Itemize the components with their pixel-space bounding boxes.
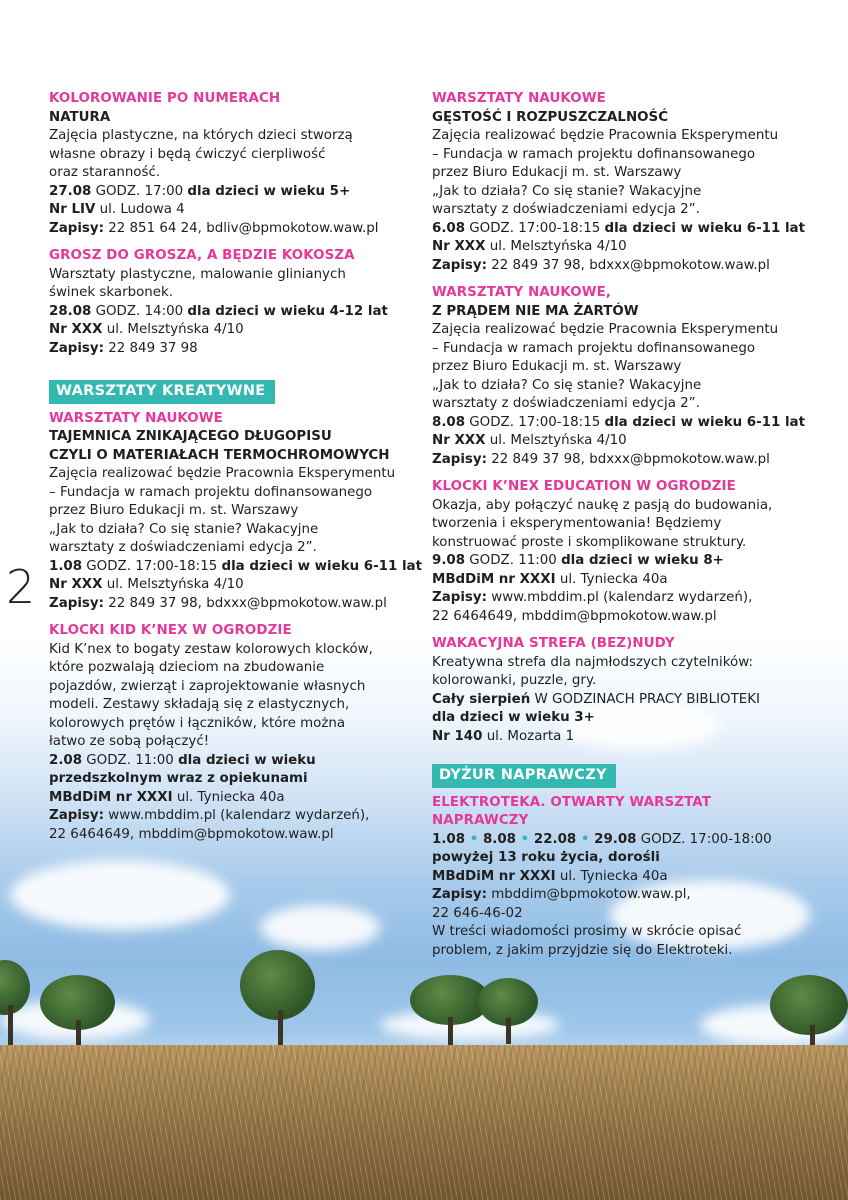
event-description-line: „Jak to działa? Co się stanie? Wakacyjne [49,521,319,537]
section-header: DYŻUR NAPRAWCZY [432,764,616,788]
event-description-line: pojazdów, zwierząt i zaprojektowanie własnych [49,678,366,694]
event-location [49,789,429,808]
signup-contact[interactable]: 22 851 64 24, bdliv@bpmokotow.waw.pl [103,220,379,236]
signup-contact-continued[interactable]: 22 646-46-02 [432,905,523,921]
event-strefa-nudy [432,635,812,746]
event-description-line: Zajęcia realizować będzie Pracownia Eksperymentu [49,466,396,481]
event-kid-knex [49,622,429,844]
event-location [432,238,812,257]
event-date-line [432,831,812,850]
section-header-wrap [49,376,429,410]
event-signup [432,589,812,608]
event-age: dla dzieci w wieku 6-11 lat [604,414,805,430]
event-signup [49,595,429,614]
event-knex-education [432,478,812,626]
event-age-continued: przedszkolnym wraz z opiekunami [49,771,308,786]
event-time: GODZ. 17:00 [91,183,188,199]
event-location [432,571,812,590]
event-title: NATURA [49,109,111,125]
branch-address: ul. Tyniecka 40a [172,789,285,805]
event-description-line: Kid K’nex to bogaty zestaw kolorowych klocków, [49,641,373,657]
event-date-line [49,752,429,771]
signup-label: Zapisy: [49,808,104,823]
event-age: powyżej 13 roku życia, dorośli [432,850,660,865]
signup-contact[interactable]: mbddim@bpmokotow.waw.pl, [486,887,691,902]
signup-contact[interactable]: www.mbddim.pl (kalendarz wydarzeń), [103,808,370,823]
event-date: 29.08 [594,831,637,847]
signup-contact[interactable]: 22 849 37 98 [103,340,198,356]
branch-address: ul. Tyniecka 40a [555,868,668,884]
event-date: 8.08 [432,414,466,430]
event-date: 6.08 [432,220,466,236]
event-time: GODZ. 17:00-18:15 [465,220,605,236]
branch-name: Nr 140 [432,728,483,744]
branch-name: MBdDiM nr XXXI [432,868,556,884]
event-location [49,321,429,340]
event-description-line: oraz staranność. [49,165,161,180]
branch-name: MBdDiM nr XXXI [49,789,173,805]
event-date-line [432,691,812,710]
event-time: GODZ. 17:00-18:00 [636,831,772,847]
event-description-line: W treści wiadomości prosimy w skrócie opisać [432,924,742,939]
date-separator: • [576,831,595,847]
signup-label: Zapisy: [49,340,104,356]
section-header-wrap [432,760,812,794]
event-description-line: które pozwalają dzieciom na zbudowanie [49,660,325,675]
event-description-line: własne obrazy i będą ćwiczyć cierpliwość [49,146,326,162]
event-signup [49,340,429,359]
event-description-line: Okazja, aby połączyć naukę z pasją do budowania, [432,497,773,513]
event-description-line: Zajęcia plastyczne, na których dzieci stworzą [49,128,353,143]
signup-label: Zapisy: [432,257,487,273]
event-description-line: – Fundacja w ramach projektu dofinansowanego [432,146,756,162]
event-time: GODZ. 11:00 [82,752,179,768]
branch-address: ul. Melsztyńska 4/10 [102,577,244,592]
event-age: dla dzieci w wieku 5+ [187,183,351,199]
event-category: WARSZTATY NAUKOWE [432,91,606,106]
event-title: CZYLI O MATERIAŁACH TERMOCHROMOWYCH [49,447,390,463]
event-signup [49,220,429,239]
event-title: Z PRĄDEM NIE MA ŻARTÓW [432,303,639,319]
event-description-line: „Jak to działa? Co się stanie? Wakacyjne [432,377,702,393]
event-date: 1.08 [49,558,83,574]
branch-address: ul. Melsztyńska 4/10 [102,322,244,337]
event-date: Cały sierpień [432,691,531,707]
event-signup [49,807,429,826]
page-number: 2 [6,560,36,614]
signup-label: Zapisy: [432,451,487,467]
event-age: dla dzieci w wieku 4-12 lat [187,303,388,319]
event-date: 8.08 [482,831,516,847]
event-age: dla dzieci w wieku 6-11 lat [221,558,422,574]
event-description-line: przez Biuro Edukacji m. st. Warszawy [432,165,682,180]
signup-contact-continued[interactable]: 22 6464649, mbddim@bpmokotow.waw.pl [49,826,334,842]
event-category: WARSZTATY NAUKOWE, [432,285,612,300]
event-description-line: Zajęcia realizować będzie Pracownia Eksperymentu [432,128,779,143]
event-category: GROSZ DO GROSZA, A BĘDZIE KOKOSZA [49,248,355,263]
event-description-line: przez Biuro Edukacji m. st. Warszawy [432,359,682,374]
event-description-line: – Fundacja w ramach projektu dofinansowanego [432,340,756,356]
event-location [49,576,429,595]
signup-contact[interactable]: 22 849 37 98, bdxxx@bpmokotow.waw.pl [103,595,387,611]
event-time: GODZ. 11:00 [465,553,562,568]
event-description-line: modeli. Zestawy składają się z elastycznych, [49,697,350,712]
event-location [432,728,812,747]
event-description-line: przez Biuro Edukacji m. st. Warszawy [49,503,299,518]
event-date: 27.08 [49,183,92,199]
right-column [432,90,812,960]
event-date-line [49,558,429,577]
branch-name: Nr XXX [49,577,103,592]
event-time: GODZ. 14:00 [91,303,188,319]
event-category: KLOCKI K’NEX EDUCATION W OGRODZIE [432,479,736,494]
event-description-line: Warsztaty plastyczne, malowanie glinianych [49,266,346,282]
event-age: dla dzieci w wieku 8+ [561,553,724,568]
event-date-line [432,220,812,239]
section-header: WARSZTATY KREATYWNE [49,380,275,404]
event-category: WARSZTATY NAUKOWE [49,410,223,426]
branch-name: Nr XXX [49,322,103,337]
event-date: 9.08 [432,553,466,568]
event-category: ELEKTROTEKA. OTWARTY WARSZTAT NAPRAWCZY [432,794,711,828]
event-description-line: kolorowych prętów i łączników, które można [49,715,346,731]
event-date-line [49,303,429,322]
left-column [49,90,429,844]
signup-label: Zapisy: [49,220,104,236]
branch-address: ul. Melsztyńska 4/10 [485,433,627,448]
branch-name: MBdDiM nr XXXI [432,571,556,587]
event-description-line: świnek skarbonek. [49,285,174,300]
event-time: W GODZINACH PRACY BIBLIOTEKI [530,691,760,707]
event-date: 2.08 [49,752,83,768]
event-date: 28.08 [49,303,92,319]
event-description-line: warsztaty z doświadczeniami edycja 2”. [49,540,317,555]
event-description-line: warsztaty z doświadczeniami edycja 2”. [432,202,700,217]
signup-contact[interactable]: 22 849 37 98, bdxxx@bpmokotow.waw.pl [486,257,770,273]
event-category: KOLOROWANIE PO NUMERACH [49,91,281,106]
event-location [432,432,812,451]
date-separator: • [515,831,534,847]
event-signup [432,451,812,470]
event-kolorowanie [49,90,429,238]
branch-address: ul. Melsztyńska 4/10 [485,239,627,254]
signup-contact[interactable]: www.mbddim.pl (kalendarz wydarzeń), [486,590,753,605]
branch-address: ul. Mozarta 1 [482,728,575,744]
branch-address: ul. Ludowa 4 [95,202,185,217]
event-age: dla dzieci w wieku 6-11 lat [604,220,805,236]
event-description-line: tworzenia i eksperymentowania! Będziemy [432,516,722,531]
event-description-line: „Jak to działa? Co się stanie? Wakacyjne [432,183,702,199]
event-signup [432,257,812,276]
event-location [432,868,812,887]
event-title: GĘSTOŚĆ I ROZPUSZCZALNOŚĆ [432,109,669,125]
event-time: GODZ. 17:00-18:15 [465,414,605,430]
event-description-line: łatwo ze sobą połączyć! [49,734,210,749]
date-separator: • [465,831,483,847]
event-elektroteka [432,794,812,961]
event-description-line: kolorowanki, puzzle, gry. [432,673,597,688]
branch-address: ul. Tyniecka 40a [555,571,668,587]
event-date-line [432,414,812,433]
event-description-line: warsztaty z doświadczeniami edycja 2”. [432,396,700,411]
event-time: GODZ. 17:00-18:15 [82,558,222,574]
event-description-line: problem, z jakim przyjdzie się do Elektroteki. [432,942,733,958]
event-date-line [49,183,429,202]
signup-label: Zapisy: [432,590,487,605]
event-date-line [432,552,812,571]
event-tajemnica [49,410,429,614]
event-age: dla dzieci w wieku 3+ [432,710,595,725]
event-date: 22.08 [533,831,577,847]
event-description-line: – Fundacja w ramach projektu dofinansowanego [49,484,373,500]
signup-contact[interactable]: 22 849 37 98, bdxxx@bpmokotow.waw.pl [486,451,770,467]
event-date: 1.08 [432,831,466,847]
event-category: KLOCKI KID K’NEX W OGRODZIE [49,623,292,638]
branch-name: Nr XXX [432,239,486,254]
event-z-pradem [432,284,812,469]
branch-name: Nr LIV [49,202,96,217]
signup-label: Zapisy: [49,595,104,611]
signup-label: Zapisy: [432,887,487,902]
event-gestosc [432,90,812,275]
event-signup [432,886,812,905]
event-age: dla dzieci w wieku [178,752,316,768]
event-title: TAJEMNICA ZNIKAJĄCEGO DŁUGOPISU [49,429,332,444]
event-description-line: Kreatywna strefa dla najmłodszych czytelników: [432,654,753,670]
event-grosz [49,247,429,358]
branch-name: Nr XXX [432,433,486,448]
event-description-line: konstruować proste i skomplikowane struktury. [432,534,747,550]
event-location [49,201,429,220]
signup-contact-continued[interactable]: 22 6464649, mbddim@bpmokotow.waw.pl [432,608,717,624]
event-category: WAKACYJNA STREFA (BEZ)NUDY [432,636,675,651]
event-description-line: Zajęcia realizować będzie Pracownia Eksperymentu [432,322,779,337]
